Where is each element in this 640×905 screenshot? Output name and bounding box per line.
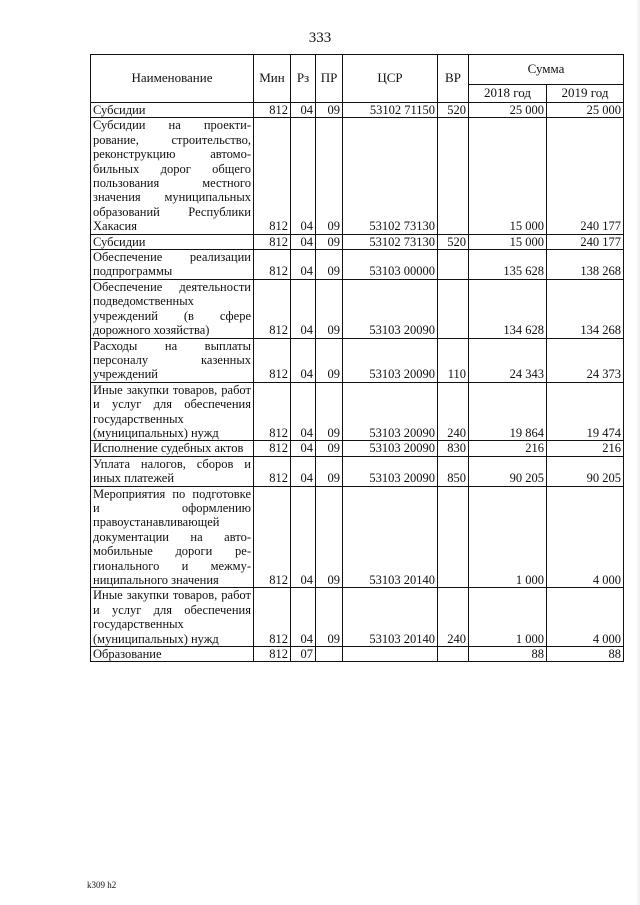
cell-name: Субсидии	[91, 234, 254, 249]
cell-vr: 520	[438, 103, 469, 118]
cell-name: Иные закупки товаров, работ и услуг для обеспечения государственных (муниципальных) нужд	[91, 382, 254, 441]
cell-y2018: 1 000	[469, 486, 547, 588]
cell-name: Уплата налогов, сборов и иных платежей	[91, 456, 254, 486]
cell-min: 812	[254, 382, 291, 441]
cell-y2018: 88	[469, 647, 547, 662]
cell-pr: 09	[316, 234, 343, 249]
cell-y2019: 88	[547, 647, 624, 662]
cell-min: 812	[254, 103, 291, 118]
cell-vr	[438, 486, 469, 588]
cell-y2018: 19 864	[469, 382, 547, 441]
footer-code: k309 h2	[87, 880, 117, 890]
cell-rz: 04	[291, 103, 316, 118]
cell-y2018: 90 205	[469, 456, 547, 486]
cell-name: Субсидии	[91, 103, 254, 118]
cell-pr: 09	[316, 456, 343, 486]
cell-min: 812	[254, 234, 291, 249]
table-row	[91, 647, 624, 662]
cell-csr: 53103 20090	[343, 338, 438, 382]
cell-rz: 04	[291, 234, 316, 249]
cell-csr	[343, 647, 438, 662]
cell-pr	[316, 647, 343, 662]
cell-rz: 04	[291, 486, 316, 588]
cell-y2018: 15 000	[469, 234, 547, 249]
cell-name: Субсидии на проектирование, строительство, реконструкцию автомобильных дорог общего пользования местного значения муниципальных образований Республики Хакасия	[91, 118, 254, 234]
cell-name: Обеспечение реализации подпрограммы	[91, 250, 254, 280]
cell-csr: 53103 20140	[343, 486, 438, 588]
table-row	[91, 382, 624, 441]
page-number: 333	[308, 30, 332, 46]
cell-min: 812	[254, 486, 291, 588]
cell-y2019: 24 373	[547, 338, 624, 382]
header-csr: ЦСР	[343, 55, 438, 103]
cell-y2019: 216	[547, 441, 624, 456]
cell-csr: 53103 20140	[343, 588, 438, 647]
cell-rz: 04	[291, 338, 316, 382]
cell-name: Исполнение судебных актов	[91, 441, 254, 456]
cell-pr: 09	[316, 250, 343, 280]
cell-pr: 09	[316, 118, 343, 234]
cell-csr: 53102 73130	[343, 118, 438, 234]
cell-y2019: 138 268	[547, 250, 624, 280]
cell-csr: 53103 20090	[343, 456, 438, 486]
cell-csr: 53102 73130	[343, 234, 438, 249]
cell-name: Обеспечение деятельности подведомственных учреждений (в сфере дорожного хозяйства)	[91, 279, 254, 338]
cell-pr: 09	[316, 588, 343, 647]
cell-name: Расходы на выплаты персоналу казенных учреждений	[91, 338, 254, 382]
cell-y2019: 90 205	[547, 456, 624, 486]
cell-y2018: 135 628	[469, 250, 547, 280]
cell-min: 812	[254, 250, 291, 280]
table-row	[91, 279, 624, 338]
table-row	[91, 588, 624, 647]
cell-rz: 07	[291, 647, 316, 662]
table-row	[91, 338, 624, 382]
budget-table	[90, 54, 624, 662]
header-rz: Рз	[291, 55, 316, 103]
cell-vr	[438, 647, 469, 662]
cell-y2019: 4 000	[547, 486, 624, 588]
cell-rz: 04	[291, 118, 316, 234]
table-body	[91, 103, 624, 662]
cell-rz: 04	[291, 456, 316, 486]
cell-rz: 04	[291, 382, 316, 441]
cell-min: 812	[254, 118, 291, 234]
cell-rz: 04	[291, 279, 316, 338]
cell-vr: 240	[438, 382, 469, 441]
cell-name: Образование	[91, 647, 254, 662]
cell-y2019: 19 474	[547, 382, 624, 441]
scan-edge	[636, 0, 640, 905]
cell-vr	[438, 279, 469, 338]
cell-y2018: 15 000	[469, 118, 547, 234]
cell-rz: 04	[291, 250, 316, 280]
cell-rz: 04	[291, 588, 316, 647]
cell-vr	[438, 118, 469, 234]
header-vr: ВР	[438, 55, 469, 103]
cell-pr: 09	[316, 338, 343, 382]
cell-name: Мероприятия по подготовке и оформлению правоустанавливающей документации на автомобильные дороги регионального и межмуниципального значения	[91, 486, 254, 588]
table-row	[91, 456, 624, 486]
cell-csr: 53103 20090	[343, 279, 438, 338]
cell-vr: 520	[438, 234, 469, 249]
table-row	[91, 250, 624, 280]
cell-vr	[438, 250, 469, 280]
cell-vr: 830	[438, 441, 469, 456]
cell-y2018: 24 343	[469, 338, 547, 382]
table-row	[91, 486, 624, 588]
cell-csr: 53103 20090	[343, 441, 438, 456]
cell-pr: 09	[316, 103, 343, 118]
cell-vr: 240	[438, 588, 469, 647]
header-name: Наименование	[91, 55, 254, 103]
cell-name: Иные закупки товаров, работ и услуг для обеспечения государственных (муниципальных) нужд	[91, 588, 254, 647]
cell-min: 812	[254, 441, 291, 456]
table-row	[91, 441, 624, 456]
header-pr: ПР	[316, 55, 343, 103]
cell-pr: 09	[316, 486, 343, 588]
cell-y2019: 4 000	[547, 588, 624, 647]
cell-y2019: 240 177	[547, 234, 624, 249]
cell-pr: 09	[316, 382, 343, 441]
header-2019: 2019 год	[547, 85, 624, 103]
cell-y2018: 25 000	[469, 103, 547, 118]
cell-min: 812	[254, 588, 291, 647]
table-row	[91, 103, 624, 118]
header-2018: 2018 год	[469, 85, 547, 103]
cell-y2019: 25 000	[547, 103, 624, 118]
table-row	[91, 234, 624, 249]
cell-min: 812	[254, 456, 291, 486]
cell-vr: 850	[438, 456, 469, 486]
cell-csr: 53102 71150	[343, 103, 438, 118]
cell-min: 812	[254, 647, 291, 662]
cell-y2018: 1 000	[469, 588, 547, 647]
cell-csr: 53103 00000	[343, 250, 438, 280]
cell-y2019: 134 268	[547, 279, 624, 338]
header-min: Мин	[254, 55, 291, 103]
header-sum: Сумма	[469, 55, 624, 85]
cell-pr: 09	[316, 441, 343, 456]
cell-pr: 09	[316, 279, 343, 338]
cell-y2018: 216	[469, 441, 547, 456]
cell-y2018: 134 628	[469, 279, 547, 338]
cell-min: 812	[254, 338, 291, 382]
cell-y2019: 240 177	[547, 118, 624, 234]
cell-rz: 04	[291, 441, 316, 456]
table-row	[91, 118, 624, 234]
cell-vr: 110	[438, 338, 469, 382]
cell-min: 812	[254, 279, 291, 338]
cell-csr: 53103 20090	[343, 382, 438, 441]
